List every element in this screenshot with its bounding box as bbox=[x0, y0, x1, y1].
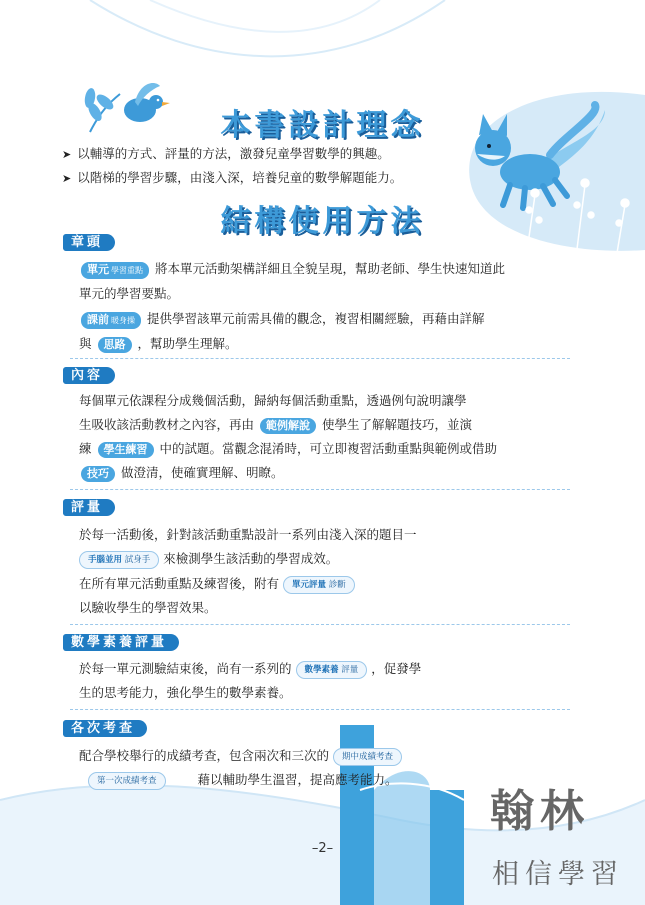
midterm-pill: 期中成績考查 bbox=[333, 748, 402, 766]
kaocha-line-1: 配合學校舉行的成績考查，包含兩次和三次的 期中成績考查 bbox=[79, 746, 402, 766]
unit-test-pill: 單元評量 診斷 bbox=[283, 576, 355, 594]
page-number: –2– bbox=[311, 841, 334, 856]
tip-badge: 技巧 bbox=[81, 466, 115, 482]
brand-name: 翰林 bbox=[490, 786, 590, 837]
example-badge: 範例解說 bbox=[260, 418, 316, 434]
zhangtou-line-4: 與 思路 ，幫助學生理解。 bbox=[79, 336, 238, 351]
section-tag-suyang: 數學素養評量 bbox=[63, 634, 179, 651]
suyang-line-2: 生的思考能力，強化學生的數學素養。 bbox=[79, 685, 292, 700]
arrow-icon: ➤ bbox=[62, 172, 72, 185]
literacy-pill: 數學素養 評量 bbox=[296, 661, 368, 679]
section-tag-zhangtou: 章頭 bbox=[63, 234, 115, 251]
neirong-line-3: 練 學生練習 中的試題。當觀念混淆時，可立即複習活動重點與範例或借助 bbox=[79, 441, 497, 456]
arrow-icon: ➤ bbox=[62, 148, 72, 161]
page-title: 本書設計理念 bbox=[220, 108, 425, 143]
neirong-line-1: 每個單元依課程分成幾個活動，歸納每個活動重點，透過例句說明讓學 bbox=[79, 393, 467, 408]
pingliang-line-1: 於每一活動後，針對該活動重點設計一系列由淺入深的題目一 bbox=[79, 527, 417, 542]
intro-bullet-2 bbox=[62, 168, 402, 186]
divider bbox=[70, 489, 570, 490]
neirong-line-4: 技巧 做澄清，使確實理解、明瞭。 bbox=[79, 463, 284, 482]
section-tag-pingliang: 評量 bbox=[63, 499, 115, 516]
unit-badge: 單元 學習重點 bbox=[81, 262, 149, 279]
suyang-line-1: 於每一單元測驗結束後，尚有一系列的 數學素養 評量 ，促發學 bbox=[79, 659, 421, 679]
thinking-badge: 思路 bbox=[98, 337, 132, 353]
divider bbox=[70, 624, 570, 625]
kaocha-line-2: 第一次成績考查 藉以輔助學生溫習，提高應考能力。 bbox=[88, 770, 398, 790]
pingliang-line-4: 以驗收學生的學習效果。 bbox=[79, 600, 217, 615]
divider bbox=[70, 709, 570, 710]
section-tag-kaocha: 各次考查 bbox=[63, 720, 147, 737]
bullet-text: 以階梯的學習步驟，由淺入深，培養兒童的數學解題能力。 bbox=[77, 170, 403, 185]
section-tag-neirong: 內容 bbox=[63, 367, 115, 384]
pingliang-line-3: 在所有單元活動重點及練習後，附有 單元評量 診斷 bbox=[79, 574, 355, 594]
first-exam-pill: 第一次成績考查 bbox=[88, 772, 166, 790]
bullet-text: 以輔導的方式、評量的方法，激發兒童學習數學的興趣。 bbox=[77, 146, 390, 161]
zhangtou-line-2: 單元的學習要點。 bbox=[79, 286, 180, 301]
practice-pill: 手腦並用 試身手 bbox=[79, 551, 159, 569]
pingliang-line-2: 手腦並用 試身手 來檢測學生該活動的學習成效。 bbox=[79, 549, 338, 569]
brand-slogan: 相信學習 bbox=[492, 859, 624, 890]
divider bbox=[70, 358, 570, 359]
structure-title: 結構使用方法 bbox=[220, 204, 425, 239]
neirong-line-2: 生吸收該活動教材之內容，再由 範例解說 使學生了解解題技巧，並演 bbox=[79, 417, 472, 432]
zhangtou-line-1: 單元 學習重點 將本單元活動架構詳細且全貌呈現，幫助老師、學生快速知道此 bbox=[79, 259, 505, 279]
zhangtou-line-3: 課前 暖身操 提供學習該單元前需具備的觀念，複習相關經驗，再藉由詳解 bbox=[79, 309, 485, 329]
pre-class-badge: 課前 暖身操 bbox=[81, 312, 141, 329]
practice-badge: 學生練習 bbox=[98, 442, 154, 458]
intro-bullet-1 bbox=[62, 144, 390, 162]
